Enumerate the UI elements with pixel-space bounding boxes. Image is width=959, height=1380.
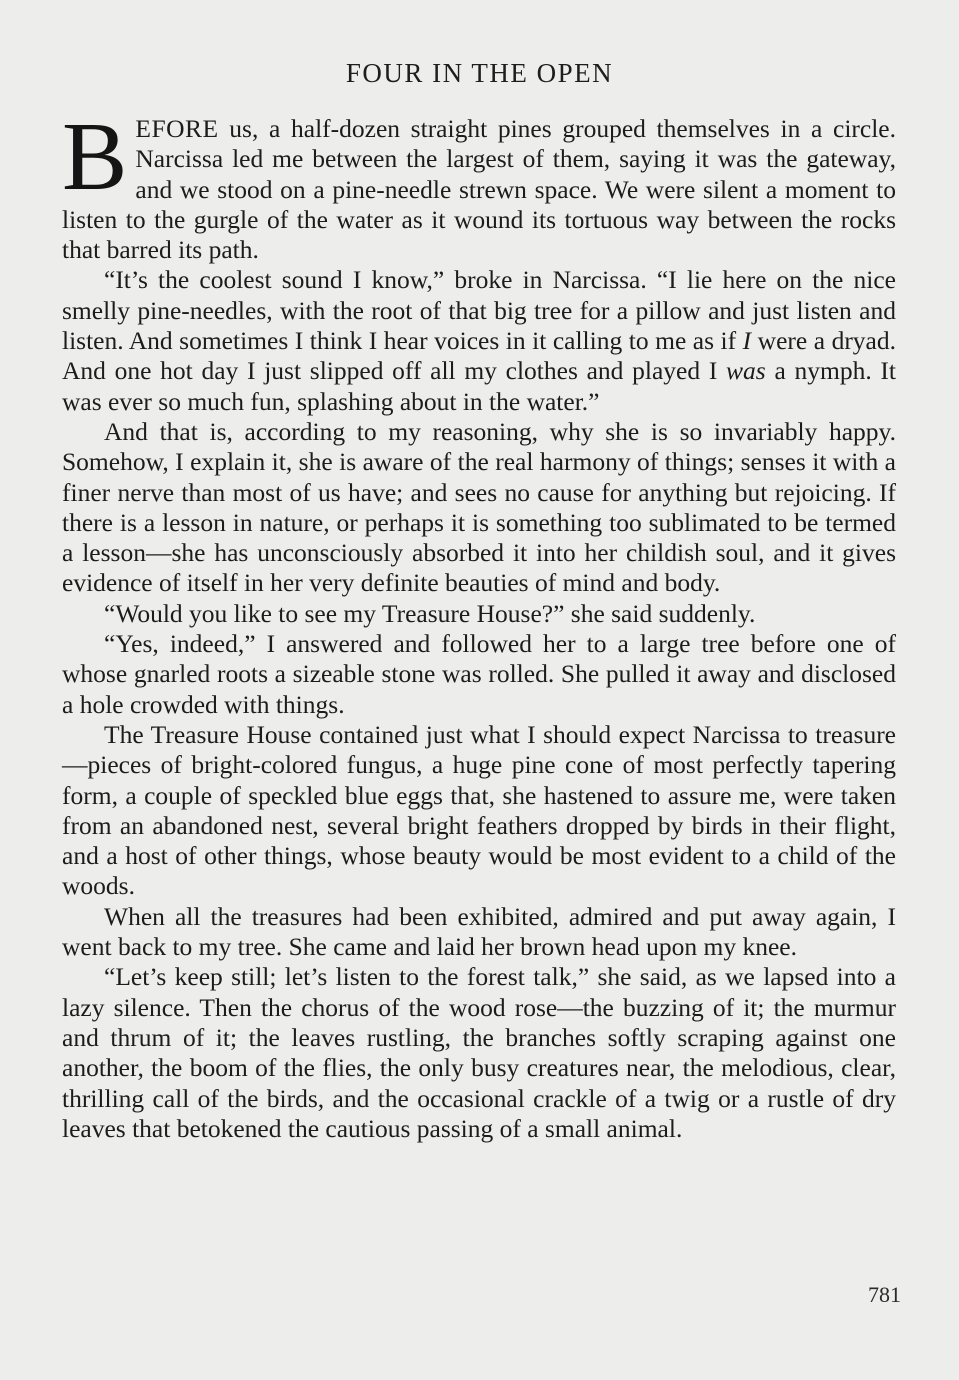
paragraph-2-emphasis-1: I: [742, 326, 752, 356]
drop-cap: B: [62, 103, 128, 211]
paragraph-2-text-a: “It’s the coolest sound I know,” broke in Narcissa. “I lie here on the nice smelly pine-needles, with the root of that big tree for a pillow and just listen and listen. And sometimes I think I hear voices in it calling to me as if: [62, 265, 896, 356]
paragraph-2: [62, 265, 896, 416]
paragraph-6: The Treasure House contained just what I should expect Narcissa to treasure—pieces of bright-colored fungus, a huge pine cone of most perfectly tapering form, a couple of speckled blue eggs that, she hastened to assure me, were taken from an abandoned nest, several bright feathers dropped by birds in their flight, and a host of other things, whose beauty would be most evident to a child of the woods.: [62, 719, 896, 901]
body-text: [62, 103, 896, 1144]
lead-word: EFORE: [135, 114, 219, 143]
paragraph-8: “Let’s keep still; let’s listen to the forest talk,” she said, as we lapsed into a lazy silence. Then the chorus of the wood rose—the buzzing of it; the murmur and thrum of it; the leaves rustling, the branches softly scraping against one another, the boom of the flies, the only busy creatures near, the melodious, clear, thrilling call of the birds, and the occasional crackle of a twig or a rustle of dry leaves that betokened the cautious passing of a small animal.: [62, 962, 896, 1143]
paragraph-2-text-b: were a dryad. And one hot day I just slipped off all my clothes and played I: [62, 326, 896, 386]
page-number: 781: [868, 1282, 901, 1307]
paragraph-5: “Yes, indeed,” I answered and followed her to a large tree before one of whose gnarled roots a sizeable stone was rolled. She pulled it away and disclosed a hole crowded with things.: [62, 629, 896, 719]
paragraph-2-text-c: a nymph. It was ever so much fun, splashing about in the water.”: [62, 356, 896, 416]
paragraph-2-emphasis-2: was: [726, 356, 766, 386]
paragraph-1-text: us, a half-dozen straight pines grouped themselves in a circle. Narcissa led me between the largest of them, saying it was the gateway, and we stood on a pine-needle strewn space. We were silent a moment to listen to the gurgle of the water as it wound its tortuous way between the rocks that barred its path.: [62, 114, 896, 265]
paragraph-7: When all the treasures had been exhibited, admired and put away again, I went back to my tree. She came and laid her brown head upon my knee.: [62, 901, 896, 962]
paragraph-1: [62, 103, 896, 265]
page-title: FOUR IN THE OPEN: [345, 58, 614, 88]
paragraph-3: And that is, according to my reasoning, why she is so invariably happy. Somehow, I explain it, she is aware of the real harmony of things; senses it with a finer nerve than most of us have; and sees no cause for anything but rejoicing. If there is a lesson in nature, or perhaps it is something too sublimated to be termed a lesson—she has unconsciously absorbed it into her childish soul, and it gives evidence of itself in her very definite beauties of mind and body.: [62, 416, 896, 598]
paragraph-4: “Would you like to see my Treasure House?” she said suddenly.: [104, 598, 756, 628]
